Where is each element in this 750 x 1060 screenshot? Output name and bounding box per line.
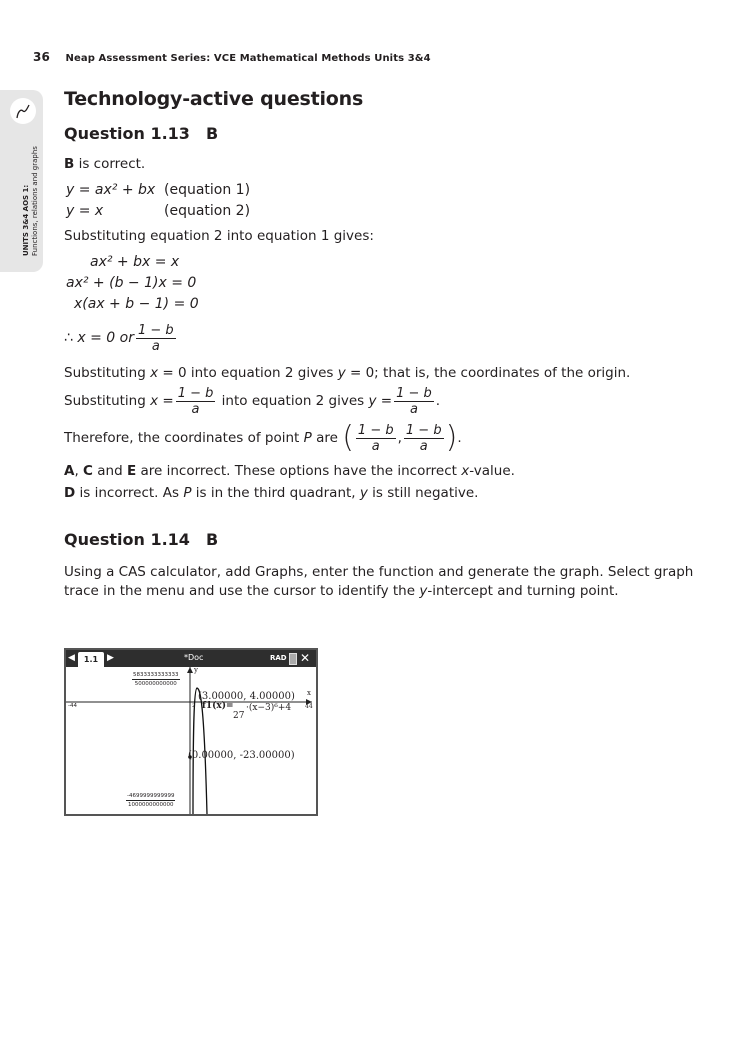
text: is still negative.	[367, 485, 479, 501]
right-paren: )	[445, 420, 458, 455]
fraction	[404, 423, 444, 454]
text: into equation 2 gives	[217, 393, 369, 409]
function-label: f1(x)=	[202, 701, 234, 711]
side-tab-line1: UNITS 3&4 AOS 1:	[22, 184, 30, 256]
question-answer: B	[205, 530, 219, 549]
var-y: y	[419, 583, 428, 599]
y-min-label	[126, 792, 175, 809]
y-intercept-label: (0.00000, -23.00000)	[188, 750, 295, 761]
question-title: Question 1.13	[64, 124, 190, 143]
y-max-label	[132, 671, 180, 688]
page-number: 36	[33, 50, 50, 64]
step-1: ax² + bx = x	[90, 253, 180, 270]
text: Substituting	[64, 365, 151, 381]
fraction	[136, 323, 176, 354]
letter-d: D	[64, 485, 76, 501]
letter-a: A	[64, 463, 75, 479]
var-p: P	[183, 485, 192, 501]
fraction-denominator: a	[409, 401, 418, 417]
cas-title-bar	[66, 650, 316, 667]
y-min-den: 1000000000000	[127, 802, 174, 808]
left-paren: (	[342, 420, 354, 455]
equation-1	[64, 179, 704, 200]
side-tab-line2: Functions, relations and graphs	[31, 146, 39, 256]
cas-screenshot	[64, 648, 318, 816]
turning-point-label: (3.00000, 4.00000)	[198, 691, 295, 702]
right-arrow-icon: ▶	[107, 653, 114, 663]
letter-c: C	[83, 463, 93, 479]
y-min-num: -4699999999999	[127, 793, 175, 799]
equation-1-expr: y = ax² + bx	[66, 181, 156, 198]
battery-icon	[289, 653, 297, 665]
var-x: x =	[150, 393, 174, 409]
text: .	[457, 430, 462, 446]
fraction-numerator: 1 − b	[405, 422, 442, 438]
var-x: x	[150, 365, 159, 381]
fraction-denominator: a	[151, 338, 160, 354]
text: = 0 into equation 2 gives	[158, 365, 338, 381]
cas-instructions	[64, 563, 704, 601]
var-y: y =	[368, 393, 393, 409]
fraction-numerator: 1 − b	[357, 422, 394, 438]
fraction-denominator: a	[191, 401, 200, 417]
correct-text: is correct.	[74, 156, 146, 172]
fraction-denominator: a	[371, 438, 380, 454]
cas-tab: 1.1	[78, 652, 104, 667]
question-title: Question 1.14	[64, 530, 190, 549]
y-max-den: 500000000000	[134, 681, 177, 687]
function-coef-den: 27	[233, 711, 245, 721]
text: .	[435, 393, 441, 409]
incorrect-d	[64, 482, 704, 504]
step-2: ax² + (b − 1)x = 0	[66, 274, 197, 291]
x-max-label: 44	[305, 703, 313, 710]
running-header	[33, 50, 431, 64]
equation-2-expr: y = x	[66, 202, 104, 219]
equation-2	[64, 200, 704, 221]
x-axis-label: x	[307, 689, 311, 697]
equation-2-label: (equation 2)	[164, 202, 251, 219]
correct-statement	[64, 153, 704, 175]
correct-letter: B	[64, 156, 75, 172]
cas-graph-area	[66, 667, 316, 814]
text: ,	[74, 463, 84, 479]
text: = 0; that is, the coordinates of the origin.	[345, 365, 631, 381]
function-rest: ·(x−3)⁶+4	[246, 703, 292, 713]
step-3: x(ax + b − 1) = 0	[74, 295, 199, 312]
side-tab-label	[22, 146, 40, 256]
text: are	[311, 430, 343, 446]
text: Substituting	[64, 393, 151, 409]
y-axis-label: y	[194, 666, 198, 674]
coordinates-line: Therefore, the coordinates of point P are ( $\frac{1 - b}{a}$ , $\frac{1 - b}{a}$ ).	[64, 420, 462, 455]
var-y: y	[359, 485, 368, 501]
section-side-tab	[0, 90, 43, 272]
incorrect-ace	[64, 460, 704, 482]
fraction-numerator: 1 − b	[137, 322, 174, 338]
text: Therefore, the coordinates of point	[64, 430, 304, 446]
cas-doc-title: *Doc	[184, 653, 204, 662]
substitution-line	[64, 384, 704, 418]
var-y: y	[337, 365, 346, 381]
question-1-13-heading	[64, 124, 704, 143]
fraction-denominator: a	[419, 438, 428, 454]
fraction-numerator: 1 − b	[396, 385, 432, 401]
text: is incorrect. As	[75, 485, 184, 501]
question-answer: B	[205, 124, 219, 143]
tick-label: 2	[192, 703, 196, 709]
close-icon: ✕	[300, 651, 311, 665]
text: and	[92, 463, 127, 479]
x-min-label: -44	[68, 703, 77, 709]
fraction	[176, 386, 216, 417]
text: -value.	[469, 463, 515, 479]
page-content	[64, 88, 704, 601]
fraction	[356, 423, 396, 454]
series-title: Neap Assessment Series: VCE Mathematical Methods Units 3&4	[65, 53, 431, 64]
solution-line	[64, 320, 704, 356]
origin-line	[64, 362, 704, 384]
therefore-text: ∴ x = 0 or	[64, 330, 134, 346]
text: is in the third quadrant,	[191, 485, 360, 501]
substitution-intro: Substituting equation 2 into equation 1 gives:	[64, 228, 374, 244]
var-x: x	[461, 463, 470, 479]
y-max-num: 5833333333333	[133, 672, 179, 678]
var-p: P	[303, 430, 312, 446]
graph-svg	[66, 667, 316, 814]
left-arrow-icon: ◀	[68, 653, 75, 663]
equation-1-label: (equation 1)	[164, 181, 251, 198]
letter-e: E	[126, 463, 137, 479]
cas-mode: RAD	[270, 654, 287, 662]
text: -intercept and turning point.	[427, 583, 619, 599]
fraction	[394, 386, 434, 417]
question-1-14-heading	[64, 530, 704, 549]
section-title: Technology-active questions	[64, 88, 364, 110]
text: Using a CAS calculator, add Graphs, enter the function and generate the graph. Select graph trace in the menu and use the cursor to identify the	[64, 564, 694, 599]
curve-icon	[10, 98, 36, 124]
text: are incorrect. These options have the incorrect	[136, 463, 462, 479]
fraction-numerator: 1 − b	[177, 385, 214, 401]
